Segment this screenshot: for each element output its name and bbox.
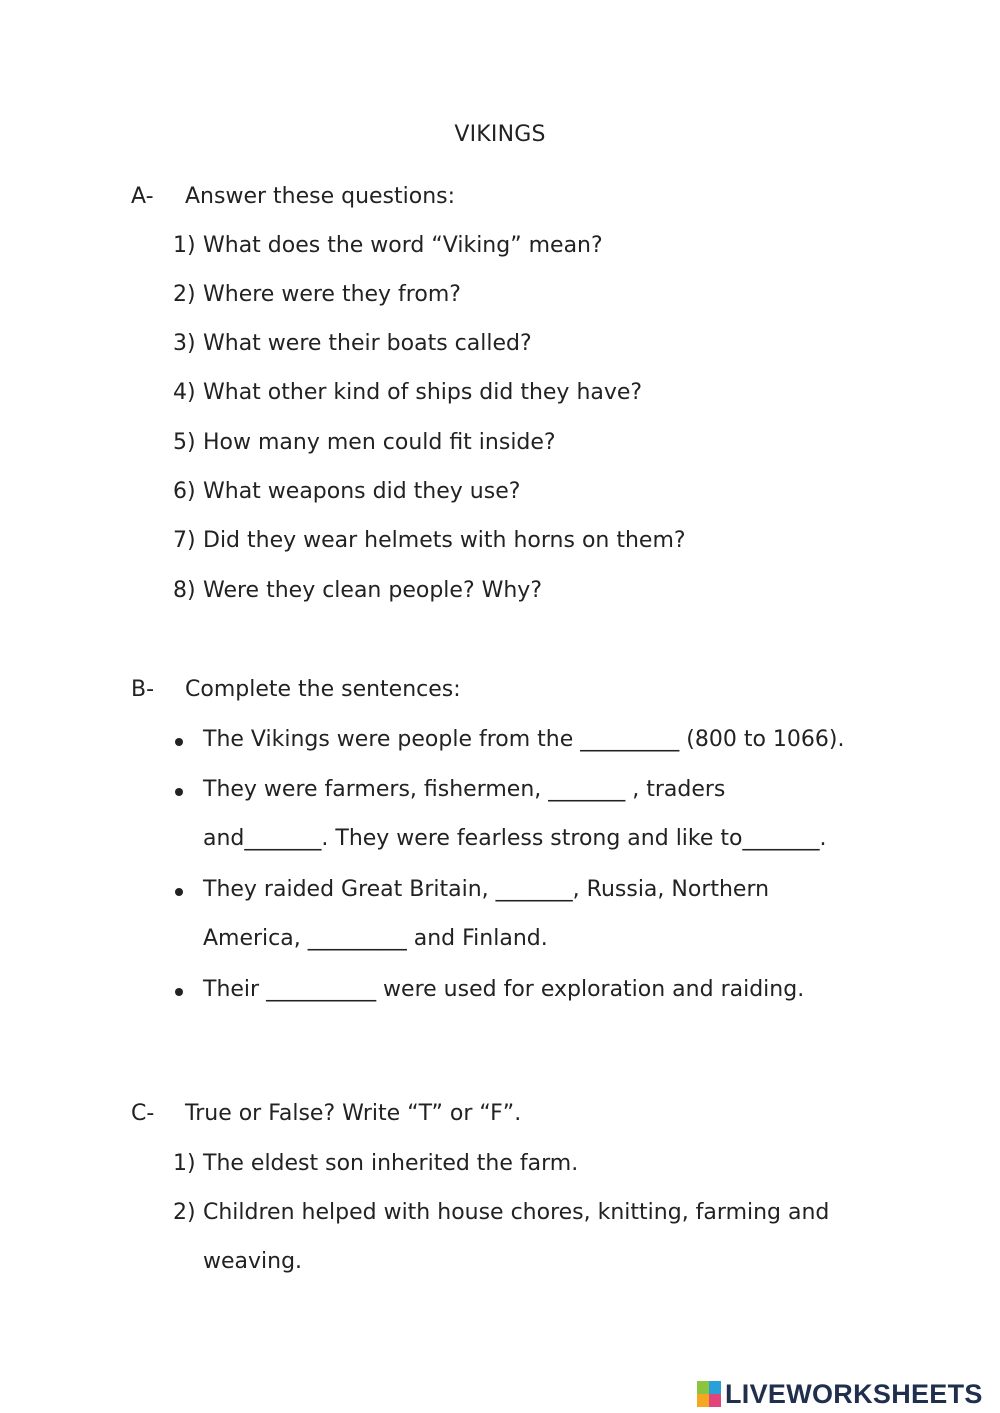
sentence-line: Their __________ were used for exploration and raiding. [203, 977, 805, 1002]
question-number: 3) [173, 331, 196, 356]
question-number: 4) [173, 380, 196, 405]
section-c-letter: C- [131, 1101, 155, 1126]
sentence-line: America, _________ and Finland. [203, 926, 548, 951]
question-item [173, 430, 556, 455]
question-text: What other kind of ships did they have? [203, 380, 643, 405]
statement-number: 1) [173, 1151, 196, 1176]
question-text: What weapons did they use? [203, 479, 521, 504]
section-b-heading [131, 677, 461, 702]
bullet-icon [175, 888, 183, 896]
logo-mark-icon [697, 1381, 721, 1407]
section-b-title: Complete the sentences: [185, 677, 461, 702]
statement-item [173, 1200, 829, 1225]
question-text: Did they wear helmets with horns on them? [203, 528, 686, 553]
bullet-icon [175, 788, 183, 796]
question-text: What does the word “Viking” mean? [203, 233, 603, 258]
question-number: 7) [173, 528, 196, 553]
question-item [173, 528, 686, 553]
question-text: How many men could fit inside? [203, 430, 556, 455]
question-number: 6) [173, 479, 196, 504]
statement-number: 2) [173, 1200, 196, 1225]
question-item [173, 380, 642, 405]
question-item [173, 233, 603, 258]
statement-text: The eldest son inherited the farm. [203, 1151, 579, 1176]
worksheet-title: VIKINGS [454, 122, 546, 147]
question-item [173, 479, 520, 504]
bullet-icon [175, 988, 183, 996]
question-item [173, 282, 461, 307]
question-item [173, 578, 542, 603]
question-number: 8) [173, 578, 196, 603]
section-b-letter: B- [131, 677, 155, 702]
question-number: 1) [173, 233, 196, 258]
section-a-letter: A- [131, 184, 154, 209]
statement-continuation: weaving. [203, 1249, 303, 1274]
statement-item [173, 1151, 578, 1176]
sentence-line: The Vikings were people from the _________ (800 to 1066). [203, 727, 845, 752]
sentence-line: They raided Great Britain, _______, Russia, Northern [203, 877, 770, 902]
question-text: What were their boats called? [203, 331, 532, 356]
question-text: Where were they from? [203, 282, 461, 307]
bullet-icon [175, 738, 183, 746]
statement-text: Children helped with house chores, knitting, farming and [203, 1200, 830, 1225]
question-number: 2) [173, 282, 196, 307]
section-a-heading [131, 184, 455, 209]
sentence-line: They were farmers, fishermen, _______ , traders [203, 777, 726, 802]
question-text: Were they clean people? Why? [203, 578, 543, 603]
question-item [173, 331, 532, 356]
sentence-line: and_______. They were fearless strong and like to_______. [203, 826, 827, 851]
logo-text: LIVEWORKSHEETS [725, 1378, 983, 1409]
question-number: 5) [173, 430, 196, 455]
section-a-title: Answer these questions: [185, 184, 456, 209]
section-c-heading [131, 1101, 521, 1126]
liveworksheets-logo [697, 1379, 983, 1409]
section-c-title: True or False? Write “T” or “F”. [185, 1101, 522, 1126]
